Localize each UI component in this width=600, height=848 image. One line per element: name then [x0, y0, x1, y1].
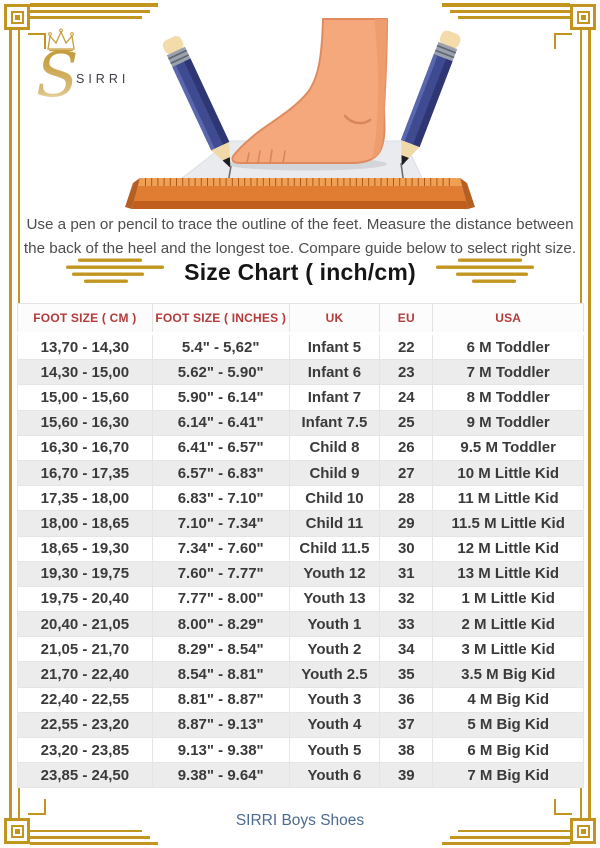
cell-foot-size-cm: 21,05 - 21,70 [18, 637, 153, 662]
cell-uk-size: Youth 6 [289, 763, 380, 788]
frame-top-right-line [442, 3, 570, 7]
table-row [18, 486, 584, 511]
frame-bottom-right-line [450, 836, 570, 839]
cell-eu-size: 34 [380, 637, 433, 662]
frame-corner-step [554, 33, 572, 35]
table-row [18, 435, 584, 460]
frame-bottom-left-line [30, 842, 158, 846]
table-row [18, 612, 584, 637]
cell-eu-size: 31 [380, 561, 433, 586]
cell-foot-size-cm: 16,70 - 17,35 [18, 460, 153, 485]
cell-foot-size-inches: 6.41" - 6.57" [152, 435, 289, 460]
cell-foot-size-cm: 19,30 - 19,75 [18, 561, 153, 586]
cell-foot-size-inches: 6.57" - 6.83" [152, 460, 289, 485]
table-row [18, 763, 584, 788]
cell-uk-size: Child 9 [289, 460, 380, 485]
title-row [0, 257, 600, 287]
cell-eu-size: 27 [380, 460, 433, 485]
cell-usa-size: 3.5 M Big Kid [433, 662, 584, 687]
footer-brand-text: SIRRI Boys Shoes [235, 812, 365, 829]
cell-foot-size-cm: 18,65 - 19,30 [18, 536, 153, 561]
cell-uk-size: Youth 1 [289, 612, 380, 637]
cell-foot-size-inches: 6.83" - 7.10" [152, 486, 289, 511]
table-row [18, 460, 584, 485]
cell-uk-size: Child 8 [289, 435, 380, 460]
cell-foot-size-cm: 23,20 - 23,85 [18, 738, 153, 763]
table-row [18, 561, 584, 586]
cell-usa-size: 7 M Big Kid [433, 763, 584, 788]
instruction-line-2: the back of the heel and the longest toe. Compare guide below to select right size. [23, 239, 577, 257]
flourish-lines-right-icon [432, 257, 536, 287]
cell-eu-size: 22 [380, 334, 433, 360]
frame-corner-step [554, 33, 556, 49]
cell-uk-size: Youth 3 [289, 687, 380, 712]
table-row [18, 536, 584, 561]
cell-eu-size: 23 [380, 360, 433, 385]
col-header-foot-size-cm: FOOT SIZE ( CM ) [18, 304, 153, 334]
frame-bottom-left-line [30, 836, 150, 839]
cell-uk-size: Infant 7 [289, 385, 380, 410]
cell-eu-size: 36 [380, 687, 433, 712]
cell-uk-size: Child 11.5 [289, 536, 380, 561]
table-row [18, 662, 584, 687]
cell-uk-size: Youth 12 [289, 561, 380, 586]
frame-top-left-line [30, 10, 150, 13]
cell-foot-size-inches: 8.87" - 9.13" [152, 712, 289, 737]
foot-shape [232, 19, 387, 163]
cell-uk-size: Youth 2.5 [289, 662, 380, 687]
cell-foot-size-cm: 15,00 - 15,60 [18, 385, 153, 410]
cell-foot-size-cm: 18,00 - 18,65 [18, 511, 153, 536]
table-header-row [18, 304, 584, 334]
cell-foot-size-inches: 8.81" - 8.87" [152, 687, 289, 712]
frame-corner-ornament-top-left [4, 4, 30, 30]
table-row [18, 738, 584, 763]
cell-eu-size: 38 [380, 738, 433, 763]
cell-foot-size-inches: 7.60" - 7.77" [152, 561, 289, 586]
cell-foot-size-inches: 9.38" - 9.64" [152, 763, 289, 788]
size-chart-table [17, 303, 584, 788]
cell-foot-size-cm: 22,55 - 23,20 [18, 712, 153, 737]
cell-foot-size-inches: 7.77" - 8.00" [152, 586, 289, 611]
table-row [18, 334, 584, 360]
cell-eu-size: 35 [380, 662, 433, 687]
cell-usa-size: 5 M Big Kid [433, 712, 584, 737]
cell-foot-size-cm: 20,40 - 21,05 [18, 612, 153, 637]
cell-usa-size: 12 M Little Kid [433, 536, 584, 561]
cell-usa-size: 1 M Little Kid [433, 586, 584, 611]
instruction-text [0, 213, 600, 260]
pencil-left [161, 34, 240, 172]
frame-top-right-line [450, 10, 570, 13]
cell-foot-size-cm: 22,40 - 22,55 [18, 687, 153, 712]
flourish-lines-left-icon [64, 257, 168, 287]
cell-usa-size: 7 M Toddler [433, 360, 584, 385]
cell-foot-size-inches: 6.14" - 6.41" [152, 410, 289, 435]
cell-usa-size: 6 M Toddler [433, 334, 584, 360]
cell-uk-size: Infant 6 [289, 360, 380, 385]
size-table-body [18, 334, 584, 788]
cell-usa-size: 11.5 M Little Kid [433, 511, 584, 536]
table-row [18, 586, 584, 611]
table-row [18, 360, 584, 385]
frame-bottom-right-line [442, 842, 570, 846]
cell-foot-size-inches: 5.4" - 5,62" [152, 334, 289, 360]
cell-foot-size-inches: 7.34" - 7.60" [152, 536, 289, 561]
logo-monogram: S [36, 38, 79, 111]
cell-eu-size: 39 [380, 763, 433, 788]
cell-foot-size-cm: 23,85 - 24,50 [18, 763, 153, 788]
table-row [18, 712, 584, 737]
table-row [18, 511, 584, 536]
cell-usa-size: 13 M Little Kid [433, 561, 584, 586]
cell-eu-size: 24 [380, 385, 433, 410]
cell-foot-size-inches: 9.13" - 9.38" [152, 738, 289, 763]
cell-usa-size: 10 M Little Kid [433, 460, 584, 485]
cell-foot-size-cm: 21,70 - 22,40 [18, 662, 153, 687]
foot-measure-illustration [95, 15, 505, 213]
cell-eu-size: 33 [380, 612, 433, 637]
cell-usa-size: 4 M Big Kid [433, 687, 584, 712]
cell-foot-size-cm: 16,30 - 16,70 [18, 435, 153, 460]
cell-usa-size: 9 M Toddler [433, 410, 584, 435]
cell-uk-size: Child 10 [289, 486, 380, 511]
cell-eu-size: 30 [380, 536, 433, 561]
table-row [18, 637, 584, 662]
col-header-usa: USA [433, 304, 584, 334]
cell-foot-size-inches: 5.62" - 5.90" [152, 360, 289, 385]
cell-eu-size: 29 [380, 511, 433, 536]
ruler [125, 178, 475, 209]
col-header-eu: EU [380, 304, 433, 334]
table-row [18, 410, 584, 435]
cell-foot-size-inches: 8.54" - 8.81" [152, 662, 289, 687]
cell-usa-size: 9.5 M Toddler [433, 435, 584, 460]
cell-uk-size: Youth 13 [289, 586, 380, 611]
cell-foot-size-cm: 19,75 - 20,40 [18, 586, 153, 611]
cell-uk-size: Youth 5 [289, 738, 380, 763]
cell-foot-size-inches: 5.90" - 6.14" [152, 385, 289, 410]
cell-usa-size: 6 M Big Kid [433, 738, 584, 763]
cell-foot-size-cm: 14,30 - 15,00 [18, 360, 153, 385]
cell-foot-size-inches: 8.00" - 8.29" [152, 612, 289, 637]
cell-foot-size-cm: 17,35 - 18,00 [18, 486, 153, 511]
page-title: Size Chart ( inch/cm) [184, 258, 416, 285]
cell-usa-size: 3 M Little Kid [433, 637, 584, 662]
cell-eu-size: 37 [380, 712, 433, 737]
cell-usa-size: 8 M Toddler [433, 385, 584, 410]
pencil-right [392, 29, 462, 170]
table-row [18, 385, 584, 410]
frame-top-left-line [30, 3, 158, 7]
cell-uk-size: Infant 7.5 [289, 410, 380, 435]
cell-usa-size: 2 M Little Kid [433, 612, 584, 637]
cell-uk-size: Youth 2 [289, 637, 380, 662]
frame-corner-ornament-top-right [570, 4, 596, 30]
cell-eu-size: 26 [380, 435, 433, 460]
cell-foot-size-inches: 8.29" - 8.54" [152, 637, 289, 662]
frame-left-outer-line [9, 28, 12, 818]
cell-uk-size: Youth 4 [289, 712, 380, 737]
cell-usa-size: 11 M Little Kid [433, 486, 584, 511]
cell-uk-size: Child 11 [289, 511, 380, 536]
instruction-line-1: Use a pen or pencil to trace the outline of the feet. Measure the distance between [26, 216, 574, 233]
cell-eu-size: 28 [380, 486, 433, 511]
col-header-foot-size-inches: FOOT SIZE ( INCHES ) [152, 304, 289, 334]
frame-right-outer-line [588, 28, 591, 818]
cell-uk-size: Infant 5 [289, 334, 380, 360]
col-header-uk: UK [289, 304, 380, 334]
table-row [18, 687, 584, 712]
cell-eu-size: 32 [380, 586, 433, 611]
cell-foot-size-cm: 13,70 - 14,30 [18, 334, 153, 360]
brand-name: SIRRI [76, 72, 130, 86]
cell-eu-size: 25 [380, 410, 433, 435]
cell-foot-size-cm: 15,60 - 16,30 [18, 410, 153, 435]
cell-foot-size-inches: 7.10" - 7.34" [152, 511, 289, 536]
